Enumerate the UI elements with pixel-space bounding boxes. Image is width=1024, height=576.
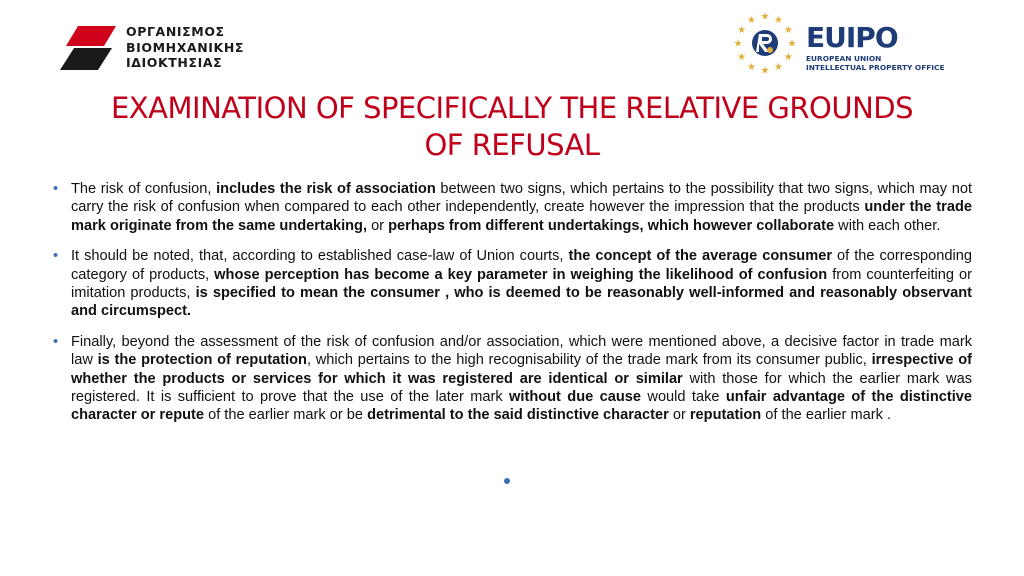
bold-text: perhaps from different undertakings, which however collaborate	[388, 217, 835, 234]
body-text: of the corresponding category of products,	[71, 248, 972, 283]
euipo-logo	[732, 10, 972, 76]
body-text: or	[367, 217, 389, 234]
star-icon: ★	[783, 25, 793, 36]
bullet-dot: •	[53, 248, 59, 265]
slide-title-line: OF REFUSAL	[424, 128, 600, 162]
slide-title	[40, 90, 984, 164]
obi-logo-text	[126, 24, 244, 71]
bold-text: is specified to mean the consumer , who is deemed to be reasonably well-informed and reasonably observant and circumspect.	[71, 285, 973, 320]
star-icon: ★	[737, 25, 747, 36]
body-text: of the earlier mark or be	[204, 407, 368, 424]
bold-text: without due cause	[509, 389, 642, 406]
body-text: from counterfeiting or imitation products,	[71, 266, 972, 302]
bold-text: whose perception has become a key parameter in weighing the likelihood of confusion	[214, 266, 828, 283]
star-icon: ★	[787, 38, 797, 50]
bold-text: includes the risk of association	[216, 181, 436, 197]
body-text: or	[668, 407, 690, 424]
bold-text: detrimental to the said distinctive character	[367, 407, 669, 424]
body-text: between two signs, which pertains to the possibility that two signs, which may not carry the risk of confusion when compared to each other independently, create however the impression that the products	[71, 181, 972, 216]
eu-stars-icon	[732, 10, 798, 76]
bullet-dot: •	[53, 181, 59, 197]
body-text: , which pertains to the high recognisability of the trade mark from its consumer public,	[306, 352, 872, 369]
bullet-paragraph	[50, 333, 972, 425]
star-icon: ★	[760, 65, 770, 76]
star-icon: ★	[760, 11, 770, 23]
body-text: with those for which the earlier mark was registered. It is sufficient to prove that the use of the later mark	[71, 370, 973, 406]
body-text: of the earlier mark .	[761, 407, 892, 424]
slide-title-line: EXAMINATION OF SPECIFICALLY THE RELATIVE GROUNDS	[110, 91, 914, 125]
obi-logo	[60, 22, 260, 74]
obi-logo-mark	[60, 26, 118, 70]
euipo-subtitle	[806, 54, 945, 72]
euipo-wordmark	[806, 21, 898, 54]
star-icon: ★	[737, 52, 747, 63]
bullet-dot: •	[53, 333, 59, 350]
bold-text: reputation	[689, 407, 762, 424]
euipo-subtitle-line: INTELLECTUAL PROPERTY OFFICE	[806, 63, 945, 72]
star-icon: ★	[733, 38, 743, 50]
bold-text: unfair advantage of the distinctive character or repute	[71, 389, 972, 424]
obi-logo-line: ΙΔΙΟΚΤΗΣΙΑΣ	[126, 55, 223, 70]
star-icon: ★	[774, 61, 783, 73]
bold-text: the concept of the average consumer	[568, 248, 832, 265]
eu-text: EU	[806, 21, 846, 54]
star-icon: ★	[747, 61, 756, 73]
body-text: Finally, beyond the assessment of the risk of confusion and/or association, which were mentioned above, a decisive factor in trade mark law	[71, 333, 972, 369]
bullet-list	[50, 180, 972, 437]
ipo-text: IPO	[845, 21, 898, 54]
body-text: with each other.	[834, 217, 941, 234]
obi-logo-line: ΟΡΓΑΝΙΣΜΟΣ	[126, 24, 225, 39]
euipo-subtitle-line: EUROPEAN UNION	[806, 54, 882, 63]
bold-text: is the protection of reputation	[97, 352, 307, 369]
empty-bullet-dot	[504, 478, 510, 484]
bold-text: irrespective of whether the products or services for which it was registered are identical or similar	[71, 352, 972, 387]
body-text: would take	[641, 389, 726, 406]
bullet-paragraph	[50, 180, 972, 235]
body-text: The risk of confusion,	[71, 181, 217, 197]
bullet-paragraph	[50, 247, 972, 321]
star-icon: ★	[774, 15, 783, 27]
obi-logo-line: ΒΙΟΜΗΧΑΝΙΚΗΣ	[126, 39, 245, 55]
body-text: It should be noted, that, according to established case-law of Union courts,	[71, 248, 569, 265]
star-icon: ★	[783, 52, 793, 63]
bold-text: under the trade mark originate from the same undertaking,	[71, 199, 972, 234]
star-icon: ★	[747, 15, 756, 27]
